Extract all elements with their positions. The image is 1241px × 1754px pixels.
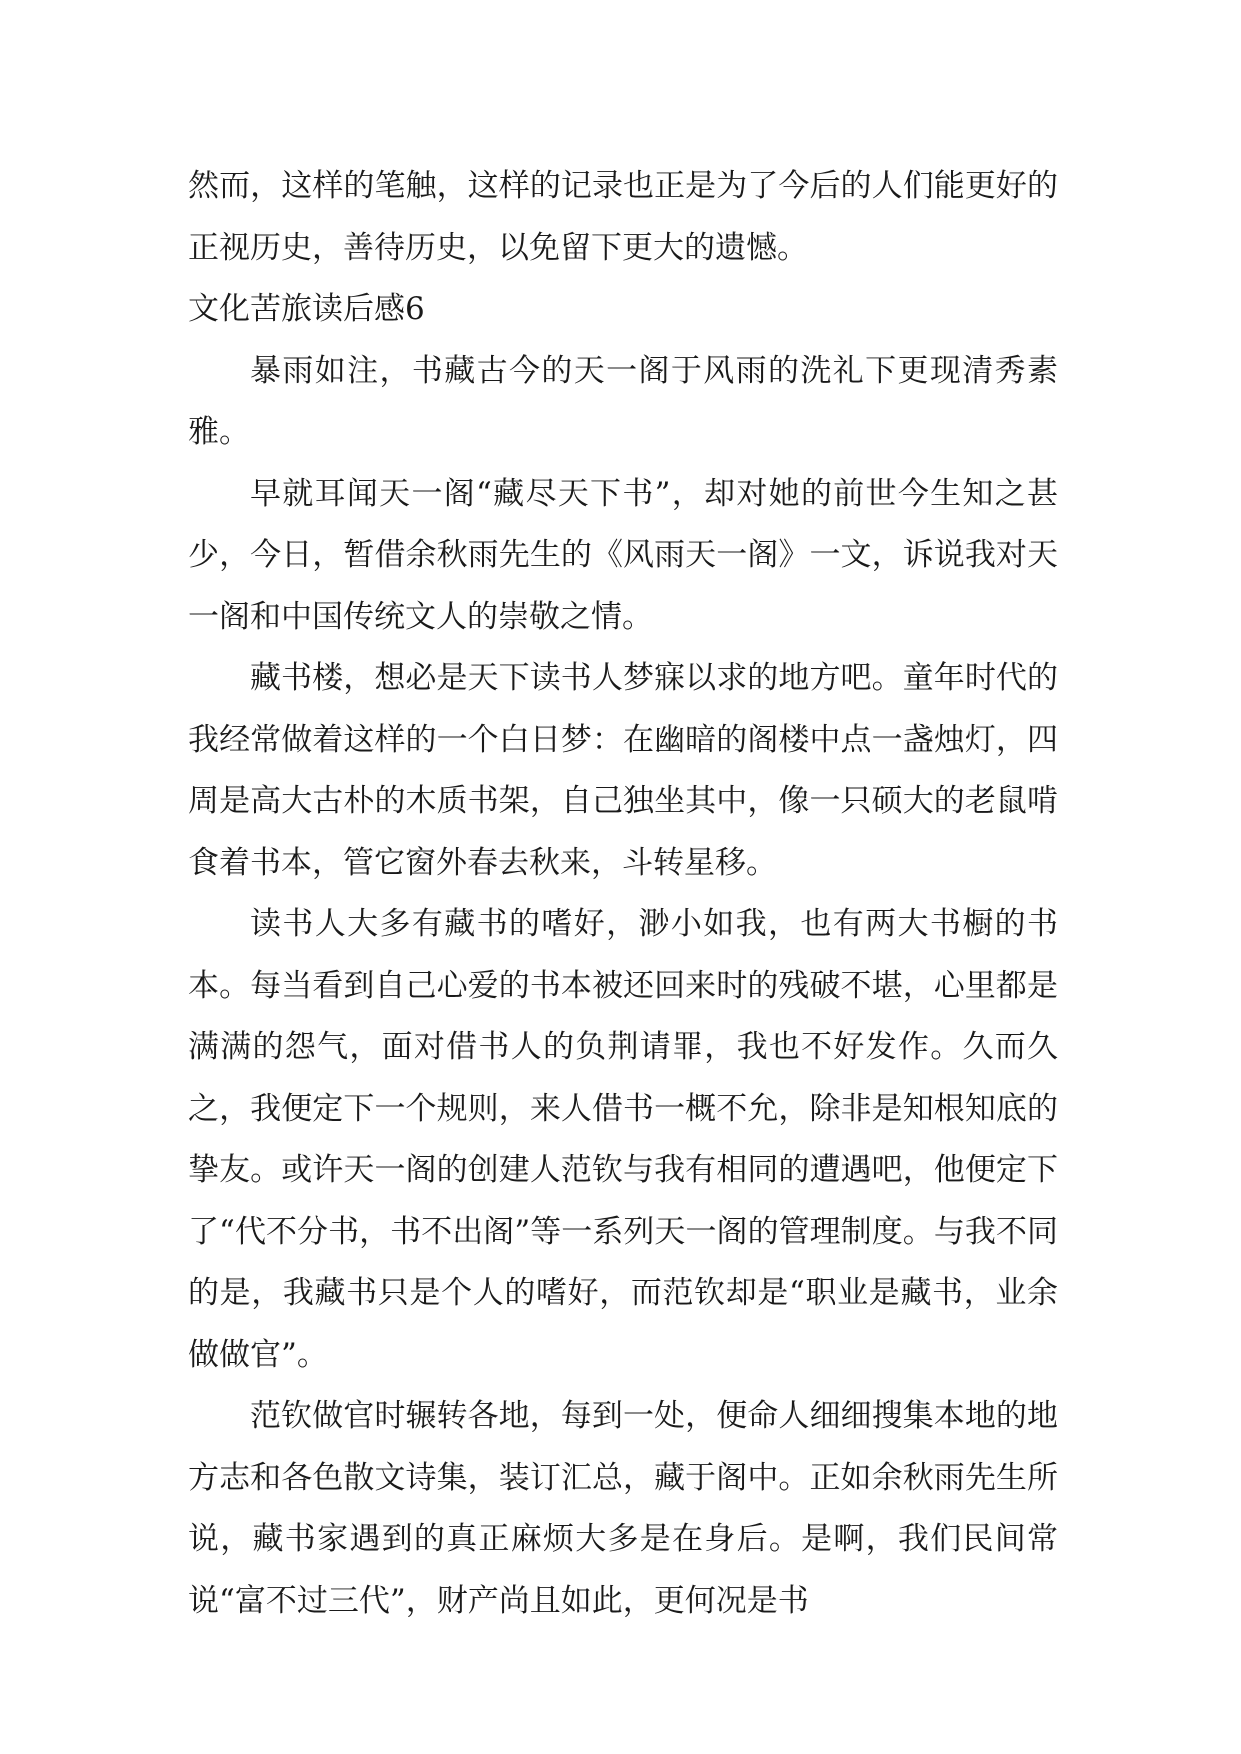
paragraph-closing-previous: 然而，这样的笔触，这样的记录也正是为了今后的人们能更好的正视历史，善待历史，以免留下更大的遗憾。 bbox=[188, 168, 1058, 266]
paragraph: 范钦做官时辗转各地，每到一处，便命人细细搜集本地的地方志和各色散文诗集，装订汇总，藏于阁中。正如余秋雨先生所说，藏书家遇到的真正麻烦大多是在身后。是啊，我们民间常说“富不过三代”，财产尚且如此，更何况是书 bbox=[188, 1398, 1058, 1619]
section-heading: 文化苦旅读后感6 bbox=[188, 291, 425, 327]
document-body bbox=[188, 156, 1058, 1632]
paragraph: 早就耳闻天一阁“藏尽天下书”，却对她的前世今生知之甚少，今日，暂借余秋雨先生的《风雨天一阁》一文，诉说我对天一阁和中国传统文人的崇敬之情。 bbox=[188, 475, 1058, 635]
paragraph: 读书人大多有藏书的嗜好，渺小如我，也有两大书橱的书本。每当看到自己心爱的书本被还回来时的残破不堪，心里都是满满的怨气，面对借书人的负荆请罪，我也不好发作。久而久之，我便定下一个规则，来人借书一概不允，除非是知根知底的挚友。或许天一阁的创建人范钦与我有相同的遭遇吧，他便定下了“代不分书，书不出阁”等一系列天一阁的管理制度。与我不同的是，我藏书只是个人的嗜好，而范钦却是“职业是藏书，业余做做官”。 bbox=[188, 906, 1058, 1373]
paragraph: 藏书楼，想必是天下读书人梦寐以求的地方吧。童年时代的我经常做着这样的一个白日梦：在幽暗的阁楼中点一盏烛灯，四周是高大古朴的木质书架，自己独坐其中，像一只硕大的老鼠啃食着书本，管它窗外春去秋来，斗转星移。 bbox=[188, 660, 1058, 881]
paragraph: 暴雨如注，书藏古今的天一阁于风雨的洗礼下更现清秀素雅。 bbox=[188, 352, 1058, 450]
